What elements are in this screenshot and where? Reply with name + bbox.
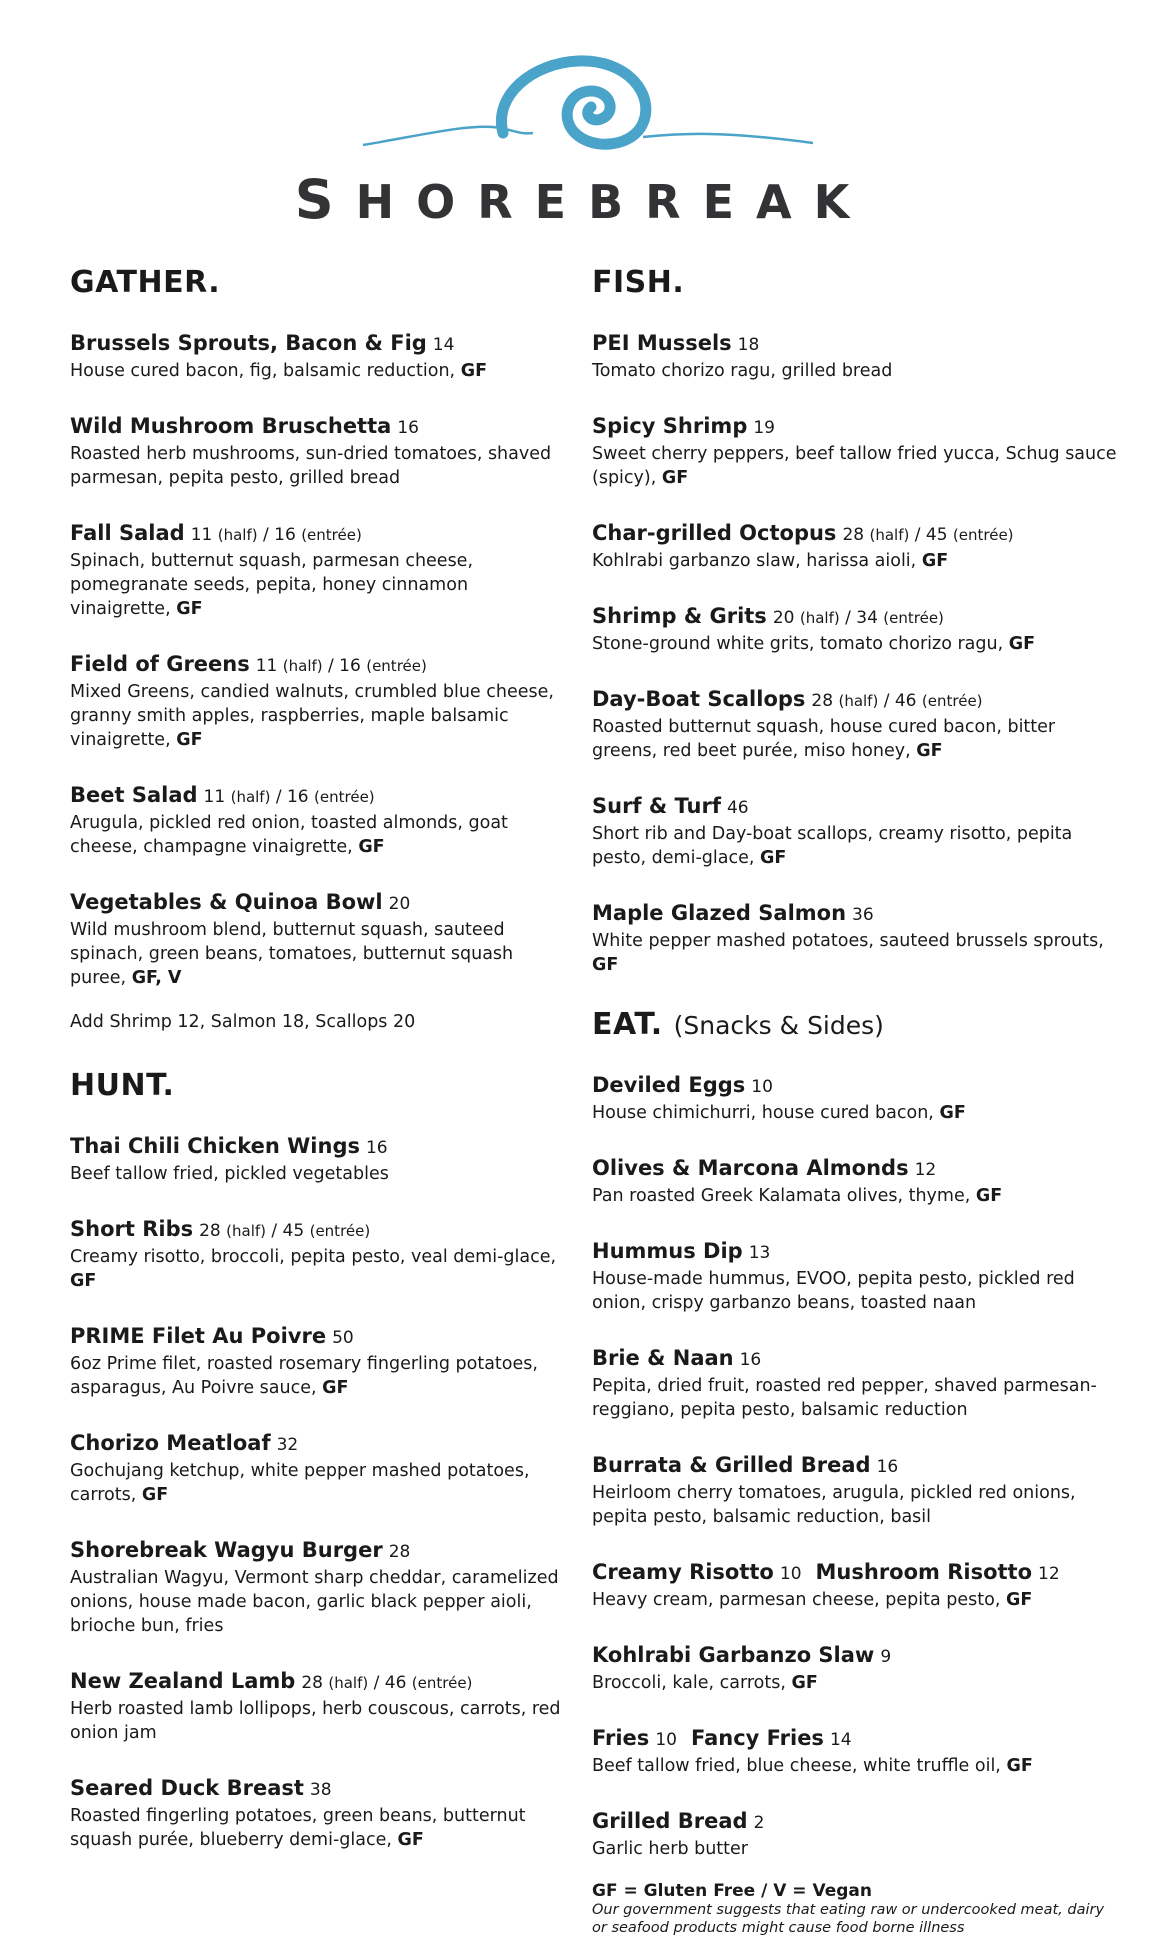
menu-item-title (592, 330, 1122, 359)
menu-item-desc-text: Garlic herb butter (592, 1839, 748, 1859)
menu-item-name: Surf & Turf (592, 794, 721, 818)
menu-item (70, 651, 570, 752)
menu-item-description (592, 549, 1122, 573)
menu-item-title (70, 1323, 570, 1352)
menu-item-description (592, 1267, 1122, 1315)
dietary-tag: GF (358, 837, 385, 857)
menu-item-desc-text: House-made hummus, EVOO, pepita pesto, pickled red onion, crispy garbanzo beans, toasted naan (592, 1269, 1075, 1313)
menu-item (70, 1430, 570, 1507)
eat-title: EAT. (592, 1007, 663, 1042)
menu-item-name: Short Ribs (70, 1217, 194, 1241)
menu-item (70, 1775, 570, 1852)
menu-item-description (592, 929, 1122, 977)
menu-item (592, 1155, 1122, 1208)
menu-item-desc-text: Arugula, pickled red onion, toasted almonds, goat cheese, champagne vinaigrette, (70, 813, 508, 857)
dietary-tag: GF (592, 955, 619, 975)
menu-item-description (70, 1162, 570, 1186)
dietary-tag: GF (1006, 1590, 1033, 1610)
eat-list (592, 1072, 1122, 1861)
menu-item-price: 36 (852, 905, 874, 925)
menu-item-name: Char-grilled Octopus (592, 521, 837, 545)
menu-item-name: Grilled Bread (592, 1809, 748, 1833)
menu-item (70, 1133, 570, 1186)
menu-item-desc-text: Pepita, dried fruit, roasted red pepper, shaved parmesan-reggiano, pepita pesto, balsamic reduction (592, 1376, 1097, 1420)
menu-item-title (70, 1668, 570, 1697)
menu-item-price: 16 (365, 1138, 388, 1158)
menu-item-desc-text: Mixed Greens, candied walnuts, crumbled blue cheese, granny smith apples, raspberries, maple balsamic vinaigrette, (70, 682, 554, 750)
menu-item (592, 413, 1122, 490)
dietary-tag: GF (975, 1186, 1003, 1206)
menu-item-desc-text: Wild mushroom blend, butternut squash, sauteed spinach, green beans, tomatoes, butternut squash puree, (70, 920, 514, 988)
menu-item-description (70, 680, 570, 752)
menu-item-name: Hummus Dip (592, 1239, 743, 1263)
menu-item-name: Day-Boat Scallops (592, 687, 806, 711)
menu-item-price: 12 (914, 1160, 937, 1180)
dietary-tag: GF (1008, 634, 1036, 654)
menu-item-price: 20 (388, 894, 411, 914)
menu-item-title (70, 1537, 570, 1566)
menu-item-name: Beet Salad (70, 783, 198, 807)
menu-item-desc-text: Roasted butternut squash, house cured bacon, bitter greens, red beet purée, miso honey, (592, 717, 1056, 761)
menu-item-title (592, 1642, 1122, 1671)
menu-item-name: New Zealand Lamb (70, 1669, 296, 1693)
menu-item-desc-text: Herb roasted lamb lollipops, herb couscous, carrots, red onion jam (70, 1699, 561, 1743)
menu-item (70, 1323, 570, 1400)
menu-item-name: Maple Glazed Salmon (592, 901, 847, 925)
menu-item-description (70, 359, 570, 383)
menu-item-name: PRIME Filet Au Poivre (70, 1324, 327, 1348)
menu-item-title (592, 900, 1122, 929)
menu-item-price: 18 (737, 335, 760, 355)
menu-item-description (592, 1671, 1122, 1695)
menu-item-name: Brussels Sprouts, Bacon & Fig (70, 331, 427, 355)
dietary-tag: GF (939, 1103, 966, 1123)
menu-item (592, 1642, 1122, 1695)
menu-item-desc-text: House cured bacon, fig, balsamic reduction, (70, 361, 456, 381)
gather-list (70, 330, 570, 990)
menu-item-desc-text: House chimichurri, house cured bacon, (592, 1103, 934, 1123)
menu-item-title (70, 651, 570, 680)
menu-item-desc-text: 6oz Prime filet, roasted rosemary fingerling potatoes, asparagus, Au Poivre sauce, (70, 1354, 538, 1398)
menu-item (70, 1668, 570, 1745)
menu-item-name: Vegetables & Quinoa Bowl (70, 890, 383, 914)
menu-item-price: 11 (half) / 16 (entrée) (190, 525, 362, 545)
menu-item-title (70, 520, 570, 549)
menu-item-title (70, 782, 570, 811)
menu-item-description (70, 1245, 570, 1293)
dietary-tag: GF (176, 730, 203, 750)
dietary-tag: GF (921, 551, 949, 571)
menu-item-title (592, 413, 1122, 442)
menu-item-desc-text: Kohlrabi garbanzo slaw, harissa aioli, (592, 551, 917, 571)
disclaimer: Our government suggests that eating raw or undercooked meat, dairy or seafood products might cause food borne illness (592, 1902, 1105, 1936)
hunt-list (70, 1133, 570, 1852)
menu-item-name: PEI Mussels (592, 331, 732, 355)
dietary-tag: GF (460, 361, 488, 381)
menu-item-description (70, 918, 570, 990)
menu-item (70, 413, 570, 490)
menu-item-price: 28 (half) / 46 (entrée) (811, 691, 983, 711)
menu-item-title (592, 1452, 1122, 1481)
menu-item-description (70, 811, 570, 859)
menu-item-price: 20 (half) / 34 (entrée) (772, 608, 944, 628)
right-column (592, 265, 1122, 1937)
menu-item-title (592, 1155, 1122, 1184)
menu-item-name: Shrimp & Grits (592, 604, 767, 628)
menu-item (592, 1452, 1122, 1529)
menu-item-price: 50 (332, 1328, 354, 1348)
menu-item-price: 10 (779, 1564, 802, 1584)
menu-item-price: 11 (half) / 16 (entrée) (255, 656, 427, 676)
menu-item-title (592, 1808, 1122, 1837)
menu-item-price: 11 (half) / 16 (entrée) (203, 787, 375, 807)
menu-item-desc-text: Creamy risotto, broccoli, pepita pesto, veal demi-glace, (70, 1247, 557, 1267)
menu-item-title (592, 1238, 1122, 1267)
brand-rest: HOREBREAK (355, 175, 872, 229)
menu-item-title (592, 603, 1122, 632)
fish-list (592, 330, 1122, 977)
menu-item-title (70, 413, 570, 442)
menu-item-price: 2 (753, 1813, 765, 1833)
menu-item-title (592, 793, 1122, 822)
menu-item-name: Thai Chili Chicken Wings (70, 1134, 360, 1158)
menu-item-description (70, 1804, 570, 1852)
menu-item-desc-text: Short rib and Day-boat scallops, creamy risotto, pepita pesto, demi-glace, (592, 824, 1073, 868)
menu-item-price: 19 (753, 418, 775, 438)
menu-item-description (70, 549, 570, 621)
menu-item-desc-text: Heavy cream, parmesan cheese, pepita pesto, (592, 1590, 1001, 1610)
menu-item (592, 900, 1122, 977)
menu-item-description (592, 1184, 1122, 1208)
menu-item-price: 16 (876, 1457, 899, 1477)
menu-item-description (592, 442, 1122, 490)
menu-item-description (70, 1459, 570, 1507)
menu-item (70, 330, 570, 383)
dietary-tag: GF (70, 1271, 97, 1291)
menu-item-desc-text: Beef tallow fried, pickled vegetables (70, 1164, 389, 1184)
menu-item-price: 16 (739, 1350, 762, 1370)
menu-item-price: 10 (751, 1077, 773, 1097)
menu-item-description (592, 1837, 1122, 1861)
menu-item-title (592, 686, 1122, 715)
menu-item (592, 686, 1122, 763)
menu-item-desc-text: Broccoli, kale, carrots, (592, 1673, 786, 1693)
menu-item-description (70, 442, 570, 490)
dietary-tag: GF (1006, 1756, 1033, 1776)
eat-note: (Snacks & Sides) (673, 1011, 884, 1040)
menu-item-price: 16 (397, 418, 419, 438)
menu-item-name-2: Fancy Fries (690, 1726, 824, 1750)
menu-item-description (592, 1588, 1122, 1612)
menu-item-description (592, 1374, 1122, 1422)
menu-item-description (70, 1697, 570, 1745)
menu-item-name: Fall Salad (70, 521, 185, 545)
menu-item (70, 520, 570, 621)
eat-heading (592, 1007, 1122, 1042)
menu-item-description (70, 1566, 570, 1638)
menu-item-desc-text: Pan roasted Greek Kalamata olives, thyme, (592, 1186, 971, 1206)
menu-item-title (70, 1133, 570, 1162)
dietary-tag: GF (141, 1485, 169, 1505)
menu-item-name: Brie & Naan (592, 1346, 734, 1370)
gather-heading: GATHER. (70, 265, 221, 300)
menu-item-name: Fries (592, 1726, 650, 1750)
dietary-tag: GF (322, 1378, 349, 1398)
left-column (70, 265, 570, 1882)
menu-item-name: Field of Greens (70, 652, 250, 676)
menu-item-price: 14 (432, 335, 455, 355)
brand-initial: S (294, 168, 356, 231)
dietary-tag: GF (916, 741, 943, 761)
menu-item-title (592, 1072, 1122, 1101)
add-protein-note: Add Shrimp 12, Salmon 18, Scallops 20 (70, 1012, 416, 1032)
logo-wave (0, 55, 1166, 165)
menu-item (70, 1537, 570, 1638)
menu-item-title (70, 889, 570, 918)
brand-name (0, 168, 1166, 231)
menu-item-desc-text: Gochujang ketchup, white pepper mashed potatoes, carrots, (70, 1461, 530, 1505)
menu-item-name: Kohlrabi Garbanzo Slaw (592, 1643, 875, 1667)
hunt-heading: HUNT. (70, 1068, 175, 1103)
legend: GF = Gluten Free / V = Vegan (592, 1881, 872, 1901)
dietary-tag: GF (760, 848, 787, 868)
menu-item-title (70, 1430, 570, 1459)
menu-item-title (70, 1216, 570, 1245)
dietary-tag: GF (397, 1830, 424, 1850)
menu-item (592, 1238, 1122, 1315)
menu-item-price: 46 (726, 798, 749, 818)
menu-item-desc-text: Sweet cherry peppers, beef tallow fried yucca, Schug sauce (spicy), (592, 444, 1117, 488)
menu-item-desc-text: Roasted herb mushrooms, sun-dried tomatoes, shaved parmesan, pepita pesto, grilled bread (70, 444, 552, 488)
menu-item-name: Shorebreak Wagyu Burger (70, 1538, 383, 1562)
menu-item (70, 782, 570, 859)
menu-item-title (70, 1775, 570, 1804)
menu-item (592, 1725, 1122, 1778)
menu-item (592, 1345, 1122, 1422)
menu-item-name: Seared Duck Breast (70, 1776, 304, 1800)
menu-item (70, 889, 570, 990)
menu-item-desc-text: Beef tallow fried, blue cheese, white truffle oil, (592, 1756, 1001, 1776)
fish-heading: FISH. (592, 265, 685, 300)
menu-item-title (592, 1725, 1122, 1754)
menu-item-price: 10 (655, 1730, 677, 1750)
menu-item-name: Burrata & Grilled Bread (592, 1453, 871, 1477)
menu-item-desc-text: Tomato chorizo ragu, grilled bread (592, 361, 893, 381)
menu-item-price: 28 (half) / 46 (entrée) (301, 1673, 473, 1693)
menu-item-price-2: 14 (829, 1730, 852, 1750)
menu-item-description (592, 1101, 1122, 1125)
menu-item-price-2: 12 (1038, 1564, 1060, 1584)
menu-item-name: Olives & Marcona Almonds (592, 1156, 909, 1180)
menu-item-name: Wild Mushroom Bruschetta (70, 414, 392, 438)
menu-item-desc-text: Australian Wagyu, Vermont sharp cheddar, caramelized onions, house made bacon, garlic black pepper aioli, brioche bun, fries (70, 1568, 559, 1636)
menu-item-desc-text: Spinach, butternut squash, parmesan cheese, pomegranate seeds, pepita, honey cinnamon vinaigrette, (70, 551, 474, 619)
menu-item (592, 793, 1122, 870)
menu-item-title (70, 330, 570, 359)
menu-item-description (592, 359, 1122, 383)
menu-item (592, 1559, 1122, 1612)
menu-item-price: 32 (276, 1435, 299, 1455)
menu-item-description (70, 1352, 570, 1400)
menu-item-name: Chorizo Meatloaf (70, 1431, 271, 1455)
menu-item-price: 13 (748, 1243, 771, 1263)
wave-spiral-icon (343, 55, 823, 165)
menu-item-name-2: Mushroom Risotto (815, 1560, 1033, 1584)
menu-item (592, 330, 1122, 383)
menu-item-title (592, 1559, 1122, 1588)
menu-item (592, 520, 1122, 573)
menu-item (592, 1072, 1122, 1125)
menu-item-name: Spicy Shrimp (592, 414, 748, 438)
menu-item-title (592, 520, 1122, 549)
dietary-tag: GF (176, 599, 203, 619)
menu-item-price: 28 (388, 1542, 411, 1562)
dietary-tag: GF (661, 468, 689, 488)
menu-item-description (592, 822, 1122, 870)
menu-item-desc-text: Stone-ground white grits, tomato chorizo ragu, (592, 634, 1004, 654)
menu-item (592, 1808, 1122, 1861)
menu-item-desc-text: White pepper mashed potatoes, sauteed brussels sprouts, (592, 931, 1104, 951)
menu-item-title (592, 1345, 1122, 1374)
menu-item-name: Deviled Eggs (592, 1073, 746, 1097)
menu-item-description (592, 1754, 1122, 1778)
menu-item-description (592, 1481, 1122, 1529)
menu-item (70, 1216, 570, 1293)
menu-item-name: Creamy Risotto (592, 1560, 774, 1584)
menu-item-desc-text: Heirloom cherry tomatoes, arugula, pickled red onions, pepita pesto, balsamic reduction, basil (592, 1483, 1076, 1527)
menu-item-price: 28 (half) / 45 (entrée) (199, 1221, 371, 1241)
dietary-tag: GF, V (131, 968, 182, 988)
menu-item-description (592, 715, 1122, 763)
menu-item-desc-text: Roasted fingerling potatoes, green beans, butternut squash purée, blueberry demi-glace, (70, 1806, 526, 1850)
menu-item-price: 28 (half) / 45 (entrée) (842, 525, 1014, 545)
dietary-tag: GF (791, 1673, 818, 1693)
menu-item-price: 9 (880, 1647, 892, 1667)
menu-item-price: 38 (309, 1780, 332, 1800)
menu-item (592, 603, 1122, 656)
menu-item-description (592, 632, 1122, 656)
